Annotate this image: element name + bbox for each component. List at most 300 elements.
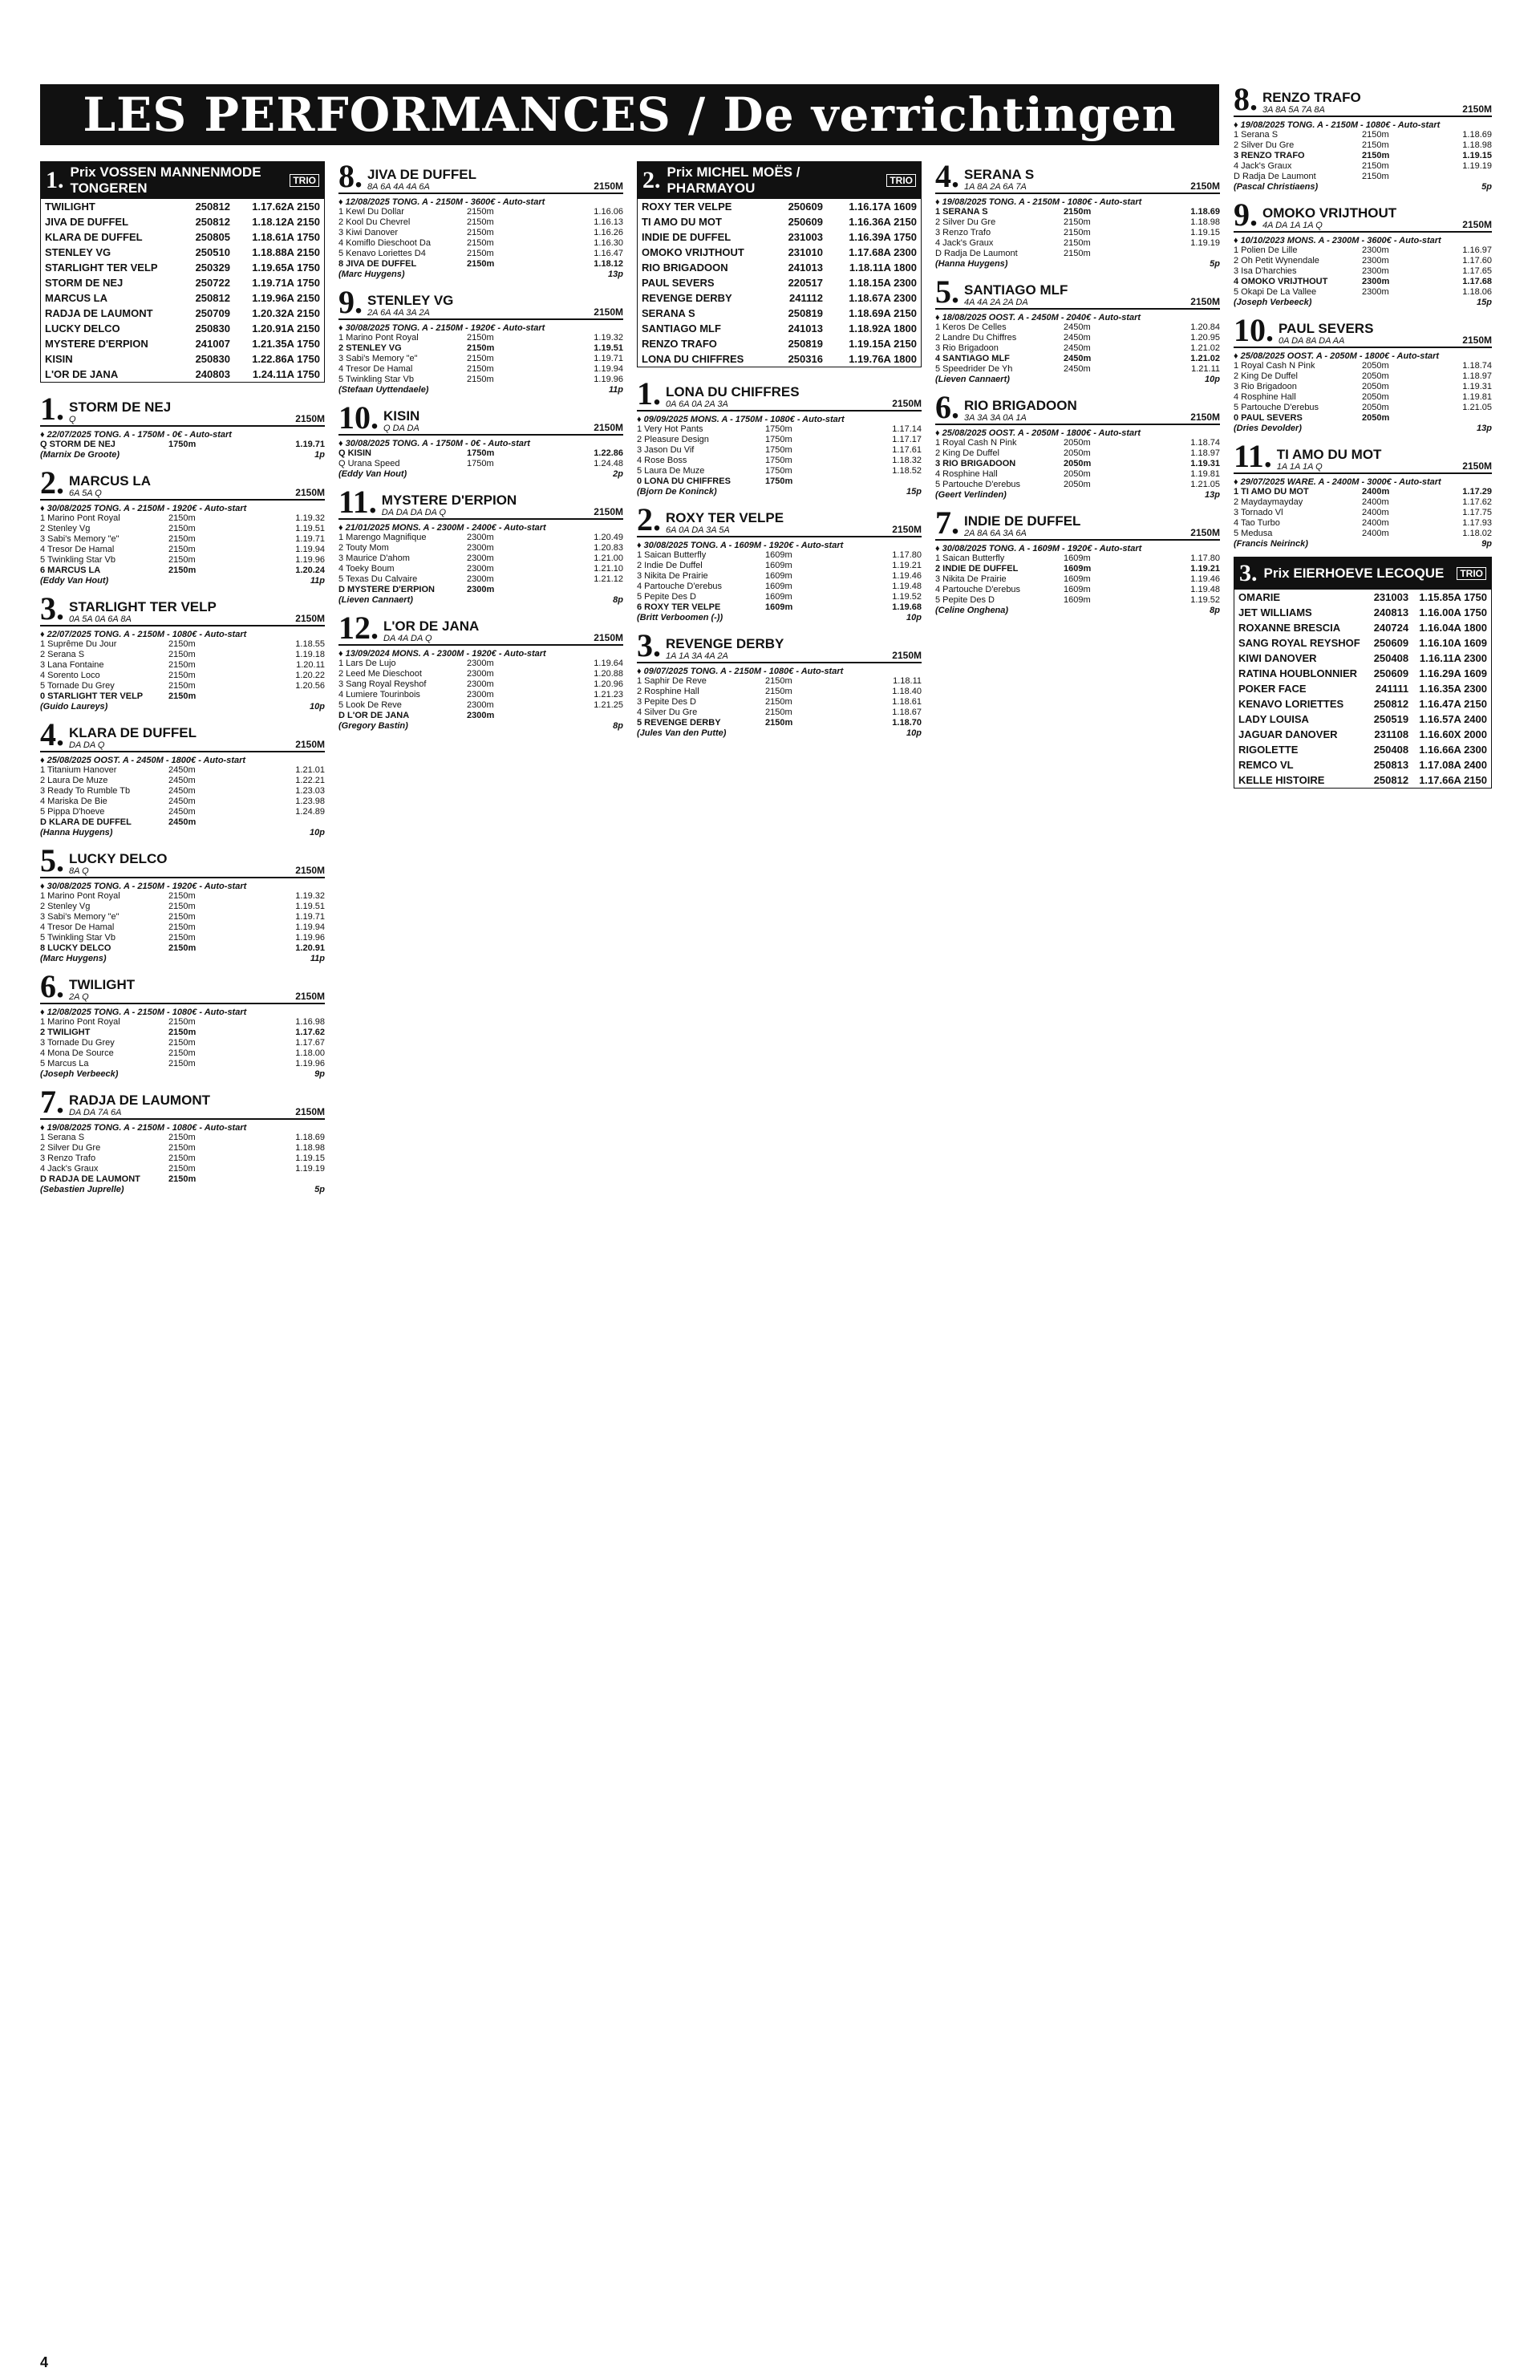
horse-name-block (1277, 448, 1382, 472)
result-horse: 2 King De Duffel (935, 448, 999, 458)
result-time: 1.19.64 (594, 659, 623, 668)
result-horse: D Radja De Laumont (935, 249, 1018, 258)
race-number: 3. (1239, 560, 1258, 586)
result-time: 1.16.30 (594, 238, 623, 248)
result-distance: 2300m (467, 564, 494, 574)
result-line (637, 687, 922, 697)
horse-header (338, 399, 623, 436)
result-time: 1.20.56 (295, 681, 325, 691)
horse-number: 3. (637, 627, 661, 663)
horse-entry (1234, 197, 1492, 307)
result-time: 1.17.75 (1462, 508, 1492, 517)
result-distance: 2150m (168, 513, 196, 523)
driver-line (1234, 424, 1492, 433)
horse-entry (935, 389, 1220, 500)
index-date: 250722 (195, 277, 230, 289)
result-distance: 2150m (168, 1133, 196, 1142)
result-time: 1.18.02 (1462, 529, 1492, 538)
index-horse: LONA DU CHIFFRES (642, 353, 744, 365)
odds: 15p (1477, 298, 1492, 307)
index-row (1234, 727, 1491, 742)
horse-form: Q (69, 415, 76, 424)
horse-form: 0A DA 8A DA AA (1279, 336, 1345, 346)
result-line (40, 566, 325, 576)
result-horse: 8 LUCKY DELCO (40, 943, 111, 953)
result-time: 1.18.11 (893, 676, 922, 686)
index-row (41, 336, 324, 351)
index-horse: KISIN (45, 353, 73, 365)
index-date: 241013 (788, 322, 823, 334)
index-time: 1.16.47A 2150 (1419, 698, 1487, 710)
driver-name: (Eddy Van Hout) (40, 576, 109, 586)
horse-number: 10. (1234, 312, 1274, 348)
horse-distance: 2150M (295, 413, 325, 424)
result-distance: 2150m (1064, 228, 1091, 237)
horse-name-block (1262, 206, 1396, 230)
horse-header (935, 389, 1220, 425)
result-time: 1.21.12 (594, 574, 623, 584)
result-time: 1.17.65 (1462, 266, 1492, 276)
horse-entry (1234, 438, 1492, 549)
horse-name-block (69, 400, 171, 424)
horse-name-block (383, 409, 419, 433)
result-horse: 4 Lumiere Tourinbois (338, 690, 420, 699)
result-distance: 2150m (467, 249, 494, 258)
index-row (1234, 681, 1491, 696)
horse-name: L'OR DE JANA (383, 618, 480, 634)
result-line (338, 659, 623, 669)
result-time: 1.23.03 (295, 786, 325, 796)
result-time: 1.20.49 (594, 533, 623, 542)
result-line (40, 933, 325, 943)
index-date: 250812 (1373, 774, 1409, 786)
horse-number: 7. (935, 505, 959, 541)
result-horse: 1 Marino Pont Royal (40, 891, 120, 901)
horse-number: 6. (935, 389, 959, 425)
result-distance: 2400m (1362, 518, 1389, 528)
driver-line (935, 606, 1220, 615)
result-time: 1.19.81 (1190, 469, 1220, 479)
index-horse: LADY LOUISA (1238, 713, 1309, 725)
result-horse: 5 Speedrider De Yh (935, 364, 1013, 374)
result-horse: 3 Kiwi Danover (338, 228, 398, 237)
driver-name: (Stefaan Uyttendaele) (338, 385, 429, 395)
index-date: 250812 (195, 292, 230, 304)
result-time: 1.18.69 (1190, 207, 1220, 217)
horse-distance: 2150M (295, 991, 325, 1002)
race-info: ♦ 09/07/2025 TONG. A - 2150M - 1080€ - Auto-start (637, 667, 844, 676)
result-time: 1.20.83 (594, 543, 623, 553)
result-time: 1.17.67 (295, 1038, 325, 1048)
result-distance: 2150m (168, 681, 196, 691)
result-horse: 3 Rio Brigadoon (1234, 382, 1297, 391)
odds: 10p (1205, 375, 1220, 384)
index-row (638, 229, 921, 245)
result-line (935, 364, 1220, 375)
horse-number: 9. (338, 284, 363, 320)
result-horse: 3 Sabi's Memory "e" (40, 534, 120, 544)
result-time: 1.19.94 (295, 545, 325, 554)
horse-name: OMOKO VRIJTHOUT (1262, 205, 1397, 221)
result-line (40, 691, 325, 702)
horse-entry (637, 375, 922, 497)
result-horse: 4 Silver Du Gre (637, 708, 698, 717)
index-row (1234, 605, 1491, 620)
result-horse: 2 Serana S (40, 650, 85, 659)
race-info: ♦ 30/08/2025 TONG. A - 2150M - 1920€ - Auto-start (40, 882, 247, 891)
index-date: 231003 (788, 231, 823, 243)
result-horse: Q Urana Speed (338, 459, 400, 468)
horse-number: 8. (338, 161, 363, 194)
horse-form: 1A 1A 3A 4A 2A (666, 651, 728, 661)
result-line (338, 564, 623, 574)
result-time: 1.19.15 (1190, 228, 1220, 237)
result-time: 1.21.02 (1190, 343, 1220, 353)
horse-form: DA DA DA DA Q (381, 508, 447, 517)
result-line (40, 1017, 325, 1028)
index-date: 250812 (195, 216, 230, 228)
driver-name: (Dries Devolder) (1234, 424, 1302, 433)
horse-number: 7. (40, 1084, 64, 1120)
horse-name-block (1262, 91, 1361, 115)
index-date: 231010 (788, 246, 823, 258)
result-line (338, 228, 623, 238)
index-horse: JET WILLIAMS (1238, 606, 1312, 618)
result-distance: 1750m (765, 435, 792, 444)
result-distance: 1609m (1064, 585, 1091, 594)
result-horse: 2 Silver Du Gre (935, 217, 996, 227)
index-row (638, 321, 921, 336)
horse-name: SANTIAGO MLF (964, 282, 1068, 298)
index-date: 241007 (195, 338, 230, 350)
index-date: 250830 (195, 322, 230, 334)
race-index-table (638, 199, 921, 367)
result-distance: 2150m (168, 534, 196, 544)
result-horse: 1 Serana S (40, 1133, 85, 1142)
index-row (638, 351, 921, 367)
horse-header (40, 842, 325, 878)
index-time: 1.17.68A 2300 (849, 246, 917, 258)
index-row (1234, 742, 1491, 757)
result-distance: 2150m (168, 1038, 196, 1048)
result-line (1234, 392, 1492, 403)
driver-line (40, 954, 325, 963)
result-time: 1.19.52 (892, 592, 922, 602)
result-time: 1.20.95 (1190, 333, 1220, 343)
result-horse: 2 TWILIGHT (40, 1028, 91, 1037)
race-info: ♦ 21/01/2025 MONS. A - 2300M - 2400€ - Auto-start (338, 523, 546, 533)
horse-number: 9. (1234, 197, 1258, 233)
index-horse: KELLE HISTOIRE (1238, 774, 1325, 786)
horse-header (637, 375, 922, 412)
index-time: 1.16.36A 2150 (849, 216, 917, 228)
horse-number: 11. (338, 484, 377, 520)
horse-name-block (1279, 322, 1373, 346)
result-horse: 2 Silver Du Gre (1234, 140, 1295, 150)
race-info: ♦ 12/08/2025 TONG. A - 2150M - 3600€ - Auto-start (338, 197, 545, 207)
result-time: 1.17.80 (1190, 553, 1220, 563)
horse-name: TI AMO DU MOT (1276, 447, 1382, 462)
result-line (338, 238, 623, 249)
result-horse: 1 Royal Cash N Pink (935, 438, 1017, 448)
result-time: 1.19.96 (295, 933, 325, 943)
horse-name-block (69, 978, 135, 1002)
result-distance: 2150m (765, 676, 792, 686)
driver-name: (Geert Verlinden) (935, 490, 1007, 500)
horse-number: 1. (637, 375, 661, 412)
result-horse: 5 Pepite Des D (935, 595, 995, 605)
horse-entry (338, 284, 623, 395)
index-horse: RADJA DE LAUMONT (45, 307, 153, 319)
index-horse: ROXY TER VELPE (642, 201, 732, 213)
result-line (637, 476, 922, 487)
horse-number: 10. (338, 399, 379, 436)
horse-header (40, 968, 325, 1004)
result-time: 1.21.05 (1190, 480, 1220, 489)
horse-name: KISIN (383, 408, 420, 424)
result-line (338, 459, 623, 469)
index-time: 1.21.35A 1750 (252, 338, 320, 350)
result-time: 1.19.21 (892, 561, 922, 570)
horse-name: MARCUS LA (69, 473, 151, 489)
horse-name-block (964, 168, 1034, 192)
result-line (1234, 371, 1492, 382)
result-distance: 2050m (1064, 459, 1092, 468)
horse-entry (935, 161, 1220, 269)
result-horse: 5 Partouche D'erebus (935, 480, 1021, 489)
result-horse: 4 Toeky Boum (338, 564, 395, 574)
result-line (1234, 518, 1492, 529)
result-line (637, 456, 922, 466)
horse-entry (40, 716, 325, 837)
result-distance: 2150m (168, 1017, 196, 1027)
result-line (40, 786, 325, 797)
race-info: ♦ 30/08/2025 TONG. A - 1750M - 0€ - Auto-start (338, 439, 530, 448)
result-line (40, 943, 325, 954)
index-horse: OMARIE (1238, 591, 1280, 603)
horse-name-block (666, 511, 784, 535)
index-date: 250408 (1373, 744, 1409, 756)
race-index-header (41, 162, 324, 199)
result-time: 1.19.46 (1190, 574, 1220, 584)
driver-line (40, 450, 325, 460)
horse-form: 6A 5A Q (69, 489, 102, 498)
result-line (40, 1174, 325, 1185)
result-distance: 2450m (1064, 364, 1091, 374)
result-line (40, 1164, 325, 1174)
odds: 2p (613, 469, 623, 479)
result-horse: 5 Twinkling Star Vb (40, 933, 116, 943)
index-row (638, 214, 921, 229)
horse-distance: 2150M (1462, 460, 1492, 472)
race-number: 2. (642, 167, 661, 193)
result-line (637, 550, 922, 561)
result-distance: 2050m (1362, 382, 1389, 391)
horse-name-block (964, 283, 1068, 307)
horse-distance: 2150M (1190, 527, 1220, 538)
result-horse: 2 Maydaymayday (1234, 497, 1303, 507)
result-line (637, 592, 922, 602)
index-row (41, 306, 324, 321)
result-horse: 3 Tornado Vl (1234, 508, 1283, 517)
result-distance: 2150m (168, 933, 196, 943)
result-line (338, 679, 623, 690)
index-time: 1.16.35A 2300 (1419, 683, 1487, 695)
result-distance: 1609m (1064, 595, 1091, 605)
index-row (41, 351, 324, 367)
horse-header (338, 161, 623, 194)
result-line (40, 922, 325, 933)
horse-entry (935, 505, 1220, 615)
result-time: 1.19.68 (892, 602, 922, 612)
result-line (338, 700, 623, 711)
result-distance: 1609m (765, 582, 792, 591)
result-horse: 1 TI AMO DU MOT (1234, 487, 1309, 497)
horse-distance: 2150M (892, 524, 922, 535)
horse-form: 2A 8A 6A 3A 6A (964, 529, 1027, 538)
result-horse: 1 Titanium Hanover (40, 765, 117, 775)
result-distance: 2400m (1362, 497, 1389, 507)
index-date: 250510 (195, 246, 230, 258)
result-horse: 0 STARLIGHT TER VELP (40, 691, 144, 701)
result-distance: 2150m (168, 1028, 197, 1037)
odds: 8p (1210, 606, 1220, 615)
result-line (40, 555, 325, 566)
result-time: 1.20.96 (594, 679, 623, 689)
index-time: 1.16.04A 1800 (1419, 622, 1487, 634)
result-time: 1.19.71 (594, 354, 623, 363)
horse-form: 0A 5A 0A 6A 8A (69, 614, 132, 624)
odds: 5p (314, 1185, 325, 1194)
horse-header (40, 590, 325, 626)
result-horse: 3 RIO BRIGADOON (935, 459, 1016, 468)
horse-distance: 2150M (295, 1106, 325, 1117)
race-index-box (637, 161, 922, 367)
result-line (1234, 130, 1492, 140)
index-date: 241111 (1375, 683, 1409, 695)
index-row (1234, 696, 1491, 712)
result-line (637, 424, 922, 435)
horse-header (637, 501, 922, 537)
result-line (935, 354, 1220, 364)
result-time: 1.16.06 (594, 207, 623, 217)
result-distance: 2150m (168, 660, 196, 670)
odds: 9p (314, 1069, 325, 1079)
result-time: 1.20.88 (594, 669, 623, 679)
result-distance: 2300m (467, 585, 495, 594)
odds: 9p (1481, 539, 1492, 549)
race-info: ♦ 09/09/2025 MONS. A - 1750M - 1080€ - Auto-start (637, 415, 845, 424)
result-horse: 1 Saican Butterfly (637, 550, 707, 560)
race-info: ♦ 19/08/2025 TONG. A - 2150M - 1080€ - Auto-start (40, 1123, 247, 1133)
result-line (338, 259, 623, 270)
result-line (338, 533, 623, 543)
result-line (637, 676, 922, 687)
result-time: 1.18.98 (295, 1143, 325, 1153)
result-horse: 4 Rose Boss (637, 456, 687, 465)
horse-name: STORM DE NEJ (69, 399, 172, 415)
result-horse: D KLARA DE DUFFEL (40, 817, 132, 827)
result-time: 1.17.62 (295, 1028, 325, 1037)
index-time: 1.19.76A 1800 (849, 353, 917, 365)
driver-line (40, 1069, 325, 1079)
race-index-table (1234, 590, 1491, 788)
index-date: 250819 (788, 307, 823, 319)
horse-number: 3. (40, 590, 64, 626)
result-line (40, 797, 325, 807)
result-time: 1.19.19 (1462, 161, 1492, 171)
index-horse: POKER FACE (1238, 683, 1307, 695)
result-distance: 2450m (168, 797, 196, 806)
result-distance: 2150m (168, 1143, 196, 1153)
horse-distance: 2150M (1190, 296, 1220, 307)
result-line (1234, 497, 1492, 508)
result-line (1234, 508, 1492, 518)
result-time: 1.16.26 (594, 228, 623, 237)
result-line (338, 448, 623, 459)
index-time: 1.16.60X 2000 (1419, 728, 1487, 740)
result-horse: 1 Very Hot Pants (637, 424, 703, 434)
index-row (41, 214, 324, 229)
driver-name: (Bjorn De Koninck) (637, 487, 717, 497)
result-distance: 2450m (1064, 343, 1091, 353)
result-time: 1.21.10 (594, 564, 623, 574)
driver-name: (Eddy Van Hout) (338, 469, 407, 479)
driver-line (637, 487, 922, 497)
result-time: 1.21.23 (594, 690, 623, 699)
result-distance: 2150m (467, 375, 494, 384)
result-time: 1.19.96 (295, 555, 325, 565)
horse-number: 2. (637, 501, 661, 537)
index-time: 1.18.15A 2300 (849, 277, 917, 289)
driver-line (338, 721, 623, 731)
result-time: 1.21.01 (295, 765, 325, 775)
result-distance: 2150m (168, 922, 196, 932)
horse-distance: 2150M (295, 739, 325, 750)
result-time: 1.18.98 (1462, 140, 1492, 150)
result-time: 1.17.29 (1462, 487, 1492, 497)
horse-entry (338, 161, 623, 279)
result-time: 1.19.94 (295, 922, 325, 932)
result-line (1234, 361, 1492, 371)
result-horse: 2 Stenley Vg (40, 524, 91, 533)
result-horse: 1 Kewl Du Dollar (338, 207, 404, 217)
result-time: 1.19.52 (1190, 595, 1220, 605)
result-horse: 3 Rio Brigadoon (935, 343, 999, 353)
result-distance: 2300m (1362, 245, 1389, 255)
result-line (338, 574, 623, 585)
result-time: 1.19.32 (594, 333, 623, 343)
horse-entry (338, 484, 623, 605)
index-date: 250519 (1373, 713, 1409, 725)
result-time: 1.18.74 (1462, 361, 1492, 371)
horse-form: DA DA Q (69, 740, 105, 750)
result-horse: D MYSTERE D'ERPION (338, 585, 435, 594)
result-line (1234, 529, 1492, 539)
result-distance: 2150m (168, 1154, 196, 1163)
horse-number: 2. (40, 464, 64, 501)
result-time: 1.18.32 (892, 456, 922, 465)
horse-entry (637, 501, 922, 622)
result-horse: 3 Isa D'harchies (1234, 266, 1297, 276)
result-horse: 4 Mona De Source (40, 1048, 114, 1058)
result-horse: 2 Rosphine Hall (637, 687, 699, 696)
horse-distance: 2150M (594, 632, 623, 643)
column-2 (338, 161, 623, 739)
index-time: 1.22.86A 1750 (252, 353, 320, 365)
index-time: 1.16.66A 2300 (1419, 744, 1487, 756)
race-info: ♦ 30/08/2025 TONG. A - 1609M - 1920€ - Auto-start (935, 544, 1142, 553)
